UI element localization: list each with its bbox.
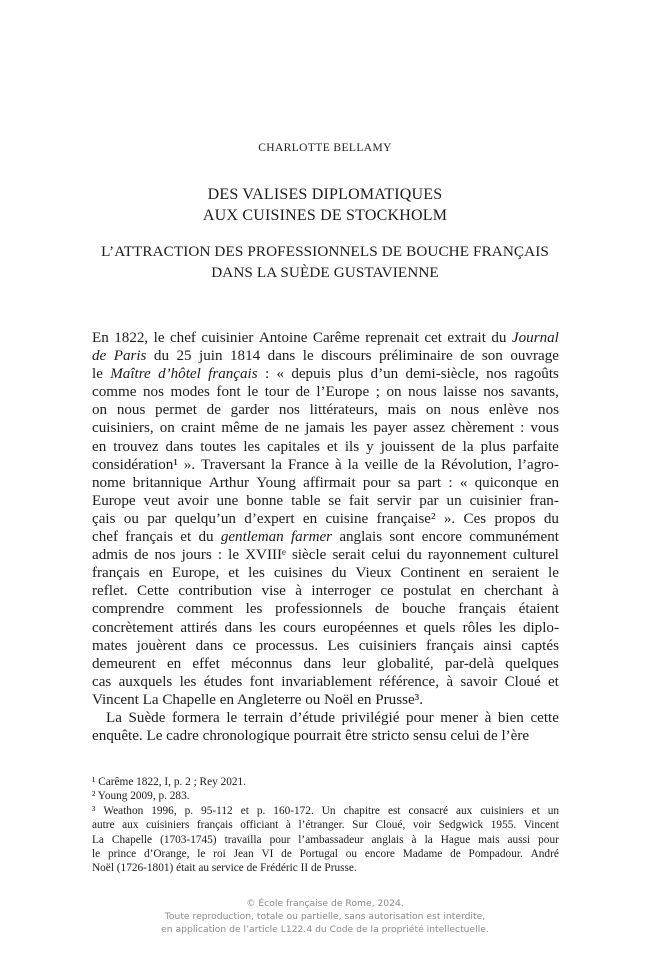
copyright-line-2: Toute reproduction, totale ou partielle, sans autorisation est interdite, (164, 911, 486, 922)
footnote-line: ³ Weathon 1996, p. 95-112 et p. 160-172. Un chapitre est consacré aux cuisiniers et un (92, 804, 559, 817)
body-line: concrètement attirés dans les cours européennes et quels rôles les diplo- (92, 619, 559, 636)
body-line: En 1822, le chef cuisinier Antoine Carême reprenait cet extrait du Journal (92, 330, 559, 346)
body-line: nome britannique Arthur Young affirmait pour sa part : « quiconque en (92, 474, 559, 491)
footnote-line: La Chapelle (1703-1745) travailla pour l’ambassadeur anglais à la Hague mais aussi pour (92, 833, 559, 846)
chapter-title-line-1: DES VALISES DIPLOMATIQUES (207, 186, 443, 203)
body-line: en trouvez dans toutes les capitales et ils y jouissent de la plus parfaite (92, 438, 559, 455)
footnote-line: autre aux cuisiniers français officiant à l’étranger. Sur Cloué, voir Sedgwick 1955. Vincent (92, 819, 559, 832)
body-line: on nous permet de garder nos littérateurs, mais on nous enlève nos (92, 402, 559, 419)
author-name: CHARLOTTE BELLAMY (258, 142, 392, 154)
chapter-title (0, 184, 650, 226)
body-line: admis de nos jours : le XVIIIᵉ siècle serait celui du rayonnement culturel (92, 547, 559, 564)
body-line: enquête. Le cadre chronologique pourrait être stricto sensu celui de l’ère (92, 728, 530, 745)
body-line: La Suède formera le terrain d’étude privilégié pour mener à bien cette (106, 709, 559, 726)
body-line: comprendre comment les professionnels de bouche français étaient (92, 601, 559, 618)
footnote-line: Noël (1726-1801) était au service de Frédéric II de Prusse. (92, 862, 357, 875)
body-line: cuisiniers, on craint même de ne jamais les payer assez chèrement : vous (92, 420, 559, 437)
body-line: considération¹ ». Traversant la France à la veille de la Révolution, l’agro- (92, 456, 559, 473)
footnote-line: le prince d’Orange, le roi Jean VI de Portugal ou encore Madame de Pompadour. André (92, 847, 559, 860)
body-line: demeurent en effet méconnus dans leur globalité, par-delà quelques (92, 655, 559, 672)
body-line: français en Europe, et les cuisines du Vieux Continent en seraient le (92, 565, 559, 582)
chapter-subtitle-line-2: DANS LA SUÈDE GUSTAVIENNE (211, 264, 439, 281)
body-line: cas auxquels les études font invariablement référence, à savoir Cloué et (92, 673, 559, 690)
body-line: Europe veut avoir une bonne table se fait servir par un cuisinier fran- (92, 492, 559, 509)
copyright-notice (0, 897, 650, 936)
copyright-line-1: © École française de Rome, 2024. (246, 898, 404, 909)
body-line: le Maître d’hôtel français : « depuis plus d’un demi-siècle, nos ragoûts (92, 366, 559, 383)
body-line: Vincent La Chapelle en Angleterre ou Noël en Prusse³. (92, 691, 423, 708)
chapter-subtitle-line-1: L’ATTRACTION DES PROFESSIONNELS DE BOUCHE FRANÇAIS (101, 243, 549, 260)
chapter-title-line-2: AUX CUISINES DE STOCKHOLM (202, 207, 448, 224)
body-line: çais ou par quelqu’un d’expert en cuisine française² ». Ces propos du (92, 510, 559, 527)
body-line: comme nos modes font le tour de l’Europe ; on nous laisse nos savants, (92, 384, 559, 401)
chapter-subtitle (0, 241, 650, 283)
body-line: de Paris du 25 juin 1814 dans le discours préliminaire de son ouvrage (92, 348, 559, 365)
footnote-line: ¹ Carême 1822, I, p. 2 ; Rey 2021. (92, 776, 246, 788)
footnotes (92, 775, 559, 876)
copyright-line-3: en application de l’article L122.4 du Code de la propriété intellectuelle. (161, 924, 489, 935)
body-line: reflet. Cette contribution vise à interroger ce postulat en cherchant à (92, 583, 559, 600)
body-text (92, 329, 559, 745)
body-line: mates jouèrent dans ce processus. Les cuisiniers français ainsi captés (92, 637, 559, 654)
body-line: chef français et du gentleman farmer anglais sont encore communément (92, 529, 559, 546)
footnote-line: ² Young 2009, p. 283. (92, 790, 190, 803)
